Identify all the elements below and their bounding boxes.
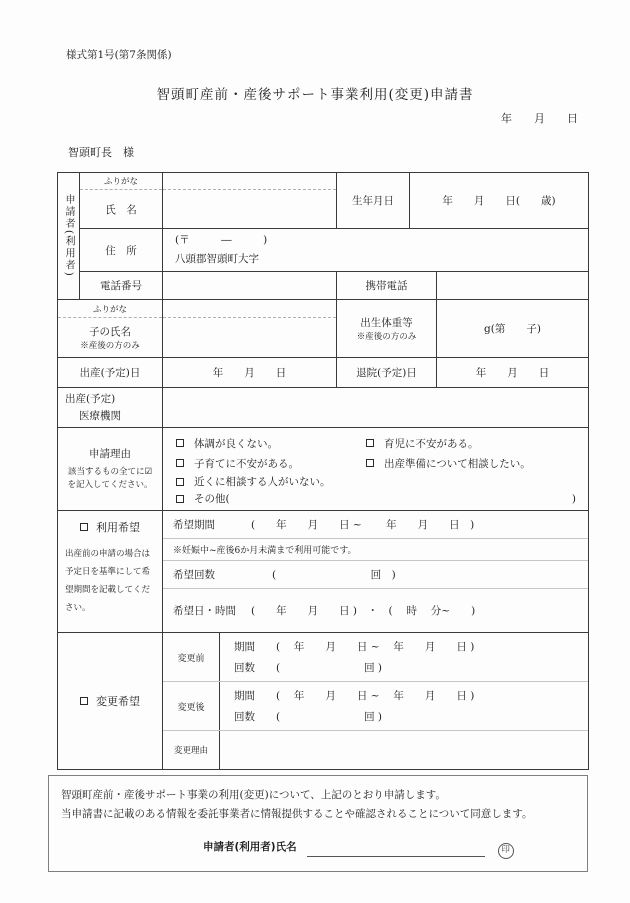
change-before-period-input[interactable]: ( 年 月 日 ~ 年 月 日 ) [276, 641, 475, 653]
declaration-line1: 智頭町産前・産後サポート事業の利用(変更)について、上記のとおり申請します。 [61, 789, 446, 801]
applicant-furigana-label: ふりがな [103, 177, 138, 187]
signature-label: 申請者(利用者)氏名 [203, 840, 297, 853]
reason-section [58, 427, 588, 510]
reason-option-1: 体調が良くない。 [194, 437, 278, 450]
change-request-label: 変更希望 [96, 695, 140, 708]
birth-weight-label: 出生体重等 [360, 317, 413, 329]
child-section [58, 299, 588, 427]
signature-input[interactable] [307, 844, 485, 857]
use-note-line4: さい。 [65, 602, 91, 613]
use-note-line1: 出産前の申請の場合は [65, 549, 151, 559]
use-note-line2: 予定日を基準にして希 [65, 566, 151, 577]
hospital-input[interactable] [163, 388, 588, 427]
form-number: 様式第1号(第7条関係) [66, 49, 172, 61]
use-request-checkbox[interactable] [80, 523, 88, 531]
reason-option-2: 育児に不安がある。 [384, 437, 479, 450]
declaration-box [48, 775, 588, 872]
applicant-vertical-label: 申請者(利用者) [58, 173, 80, 299]
change-request-section [58, 632, 588, 769]
reason-checkbox-other[interactable] [176, 495, 184, 503]
reason-checkbox-3[interactable] [176, 459, 184, 467]
change-before-count-label: 回数 [234, 662, 255, 674]
change-after-period-label: 期間 [234, 690, 255, 702]
use-count-label: 希望回数 [173, 569, 215, 581]
change-after-count-input[interactable]: ( 回 ) [276, 711, 383, 723]
change-reason-label: 変更理由 [163, 731, 220, 769]
change-after-period-input[interactable]: ( 年 月 日 ~ 年 月 日 ) [276, 690, 475, 702]
child-name-note: ※産後の方のみ [80, 341, 140, 351]
reason-other-close-paren: ) [571, 492, 576, 505]
use-period-note: ※妊娠中~産後6か月未満まで利用可能です。 [163, 538, 588, 560]
reason-note-line1: 該当するもの全てに☑ [67, 466, 153, 477]
birth-date-label: 出産(予定)日 [58, 358, 163, 387]
birthdate-input[interactable]: 年 月 日( 歳) [442, 195, 556, 207]
address-input[interactable] [163, 229, 588, 271]
applicant-name-label: 氏 名 [80, 189, 162, 228]
child-furigana-input[interactable] [163, 300, 336, 317]
child-furigana-label: ふりがな [92, 304, 127, 315]
phone-label: 電話番号 [80, 272, 163, 299]
reason-option-5: 近くに相談する人がいない。 [194, 476, 331, 488]
reason-checkbox-1[interactable] [176, 439, 184, 447]
discharge-date-label: 退院(予定)日 [337, 358, 437, 387]
birth-weight-input[interactable]: g(第 子) [484, 323, 541, 335]
change-after-label: 変更後 [163, 682, 220, 730]
use-count-input[interactable]: ( 回 ) [251, 569, 396, 581]
declaration-line2: 当申請書に記載のある情報を委託事業者に情報提供することや確認されることについて同意します。 [61, 807, 533, 820]
hospital-label-line1: 出産(予定) [65, 392, 116, 405]
birth-date-input[interactable]: 年 月 日 [163, 358, 337, 387]
change-before-label: 変更前 [163, 633, 220, 681]
page-title: 智頭町産前・産後サポート事業利用(変更)申請書 [156, 87, 474, 103]
reason-option-other: その他( [194, 493, 230, 505]
change-after-count-label: 回数 [234, 711, 255, 723]
reason-option-4: 出産準備について相談したい。 [384, 457, 531, 470]
reason-note-line2: を記入してください。 [67, 480, 153, 491]
reason-checkbox-4[interactable] [366, 459, 374, 467]
use-note-line3: 望期間を記載してくだ [65, 584, 151, 595]
use-datetime-input[interactable]: ( 年 月 日 ) ・ ( 時 分~ ) [251, 605, 476, 617]
reason-checkbox-2[interactable] [366, 439, 374, 447]
discharge-date-input[interactable]: 年 月 日 [475, 367, 550, 379]
mobile-label: 携帯電話 [337, 272, 437, 299]
child-name-input[interactable] [163, 317, 336, 357]
change-before-count-input[interactable]: ( 回 ) [276, 662, 383, 674]
reason-label: 申請理由 [89, 447, 131, 460]
address-postal: (〒 ― ) [175, 234, 268, 247]
use-request-section [58, 510, 588, 632]
application-table [57, 172, 589, 770]
mobile-input[interactable] [437, 272, 588, 299]
applicant-name-input[interactable] [163, 189, 336, 228]
applicant-furigana-input[interactable] [163, 173, 336, 189]
addressee: 智頭町長 様 [68, 146, 134, 159]
reason-checkbox-5[interactable] [176, 478, 184, 486]
address-label: 住 所 [80, 229, 163, 271]
child-name-label: 子の氏名 [89, 326, 131, 338]
phone-input[interactable] [163, 272, 337, 299]
change-request-checkbox[interactable] [80, 697, 88, 705]
hospital-label-line2: 医療機関 [79, 409, 121, 422]
applicant-section [58, 173, 588, 299]
use-period-input[interactable]: ( 年 月 日 ~ 年 月 日 ) [251, 519, 475, 531]
birth-weight-note: ※産後の方のみ [356, 332, 417, 342]
use-period-label: 希望期間 [173, 519, 215, 531]
use-datetime-label: 希望日・時間 [173, 605, 236, 617]
use-request-label: 利用希望 [96, 521, 140, 534]
reason-option-3: 子育てに不安がある。 [194, 457, 299, 470]
change-reason-input[interactable] [220, 731, 588, 769]
address-city: 八頭郡智頭町大字 [175, 253, 259, 265]
birthdate-label: 生年月日 [337, 173, 410, 228]
seal-mark-icon: 印 [498, 843, 514, 859]
change-before-period-label: 期間 [234, 641, 255, 653]
date-line: 年 月 日 [501, 112, 578, 125]
